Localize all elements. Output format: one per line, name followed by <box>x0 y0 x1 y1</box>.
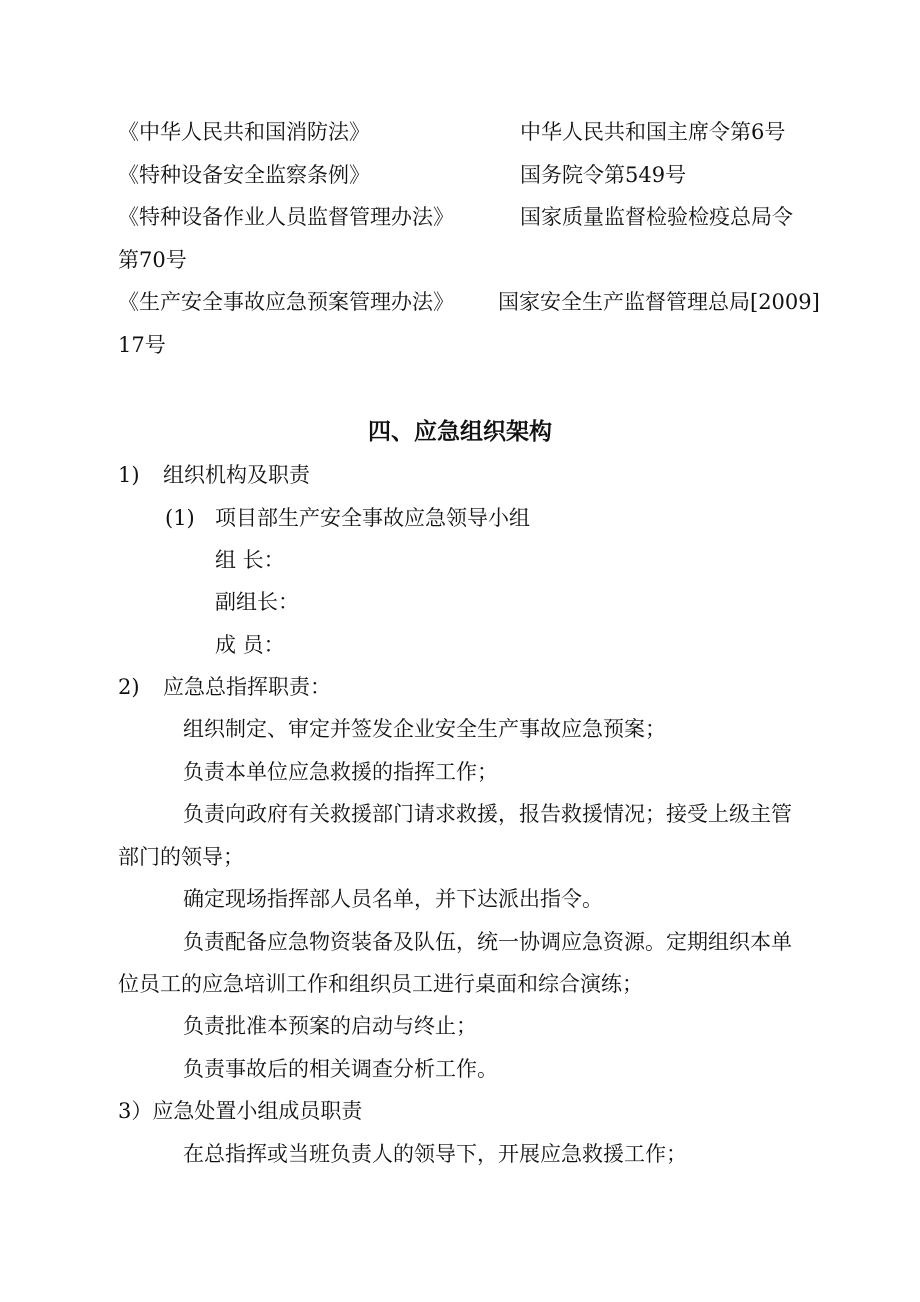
duty-line: 确定现场指挥部人员名单，并下达派出指令。 <box>183 887 603 911</box>
role-leader: 组 长： <box>215 548 285 572</box>
law-ref-special-equipment-personnel-cont: 第70号 <box>118 248 187 272</box>
law-title-fire-protection: 《中华人民共和国消防法》 <box>118 120 370 144</box>
duty-line: 负责事故后的相关调查分析工作。 <box>183 1057 498 1081</box>
duty-line: 负责向政府有关救援部门请求救援，报告救援情况；接受上级主管 <box>183 802 792 826</box>
role-deputy-leader: 副组长： <box>215 590 299 614</box>
law-title-special-equipment-personnel: 《特种设备作业人员监督管理办法》 <box>118 205 454 229</box>
role-members: 成 员： <box>215 633 285 657</box>
item1-sub-number: (1) <box>165 506 195 530</box>
item1-label: 组织机构及职责 <box>163 463 310 487</box>
law-ref-special-equipment-regulation: 国务院令第549号 <box>520 163 687 187</box>
duty-line: 负责本单位应急救援的指挥工作； <box>183 760 498 784</box>
item1-number: 1) <box>118 463 140 487</box>
section-heading: 四、应急组织架构 <box>368 418 552 445</box>
item2-label: 应急总指挥职责： <box>163 675 331 699</box>
item3-heading: 3）应急处置小组成员职责 <box>118 1099 363 1123</box>
law-ref-emergency-plan-management: 国家安全生产监督管理总局[2009] <box>498 290 820 314</box>
item1-heading <box>118 465 310 486</box>
item2-heading <box>118 677 331 698</box>
law-ref-fire-protection: 中华人民共和国主席令第6号 <box>520 120 786 144</box>
duty-line-cont: 部门的领导； <box>118 845 244 869</box>
item2-number: 2) <box>118 675 140 699</box>
duty-line: 组织制定、审定并签发企业安全生产事故应急预案； <box>183 717 666 741</box>
duty-line: 负责批准本预案的启动与终止； <box>183 1014 477 1038</box>
duty-line: 在总指挥或当班负责人的领导下，开展应急救援工作； <box>183 1142 687 1166</box>
law-title-special-equipment-regulation: 《特种设备安全监察条例》 <box>118 163 370 187</box>
item1-sub-label: 项目部生产安全事故应急领导小组 <box>215 506 530 530</box>
law-ref-emergency-plan-management-cont: 17号 <box>118 333 166 357</box>
law-title-emergency-plan-management: 《生产安全事故应急预案管理办法》 <box>118 290 454 314</box>
law-ref-special-equipment-personnel: 国家质量监督检验检疫总局令 <box>520 205 793 229</box>
item1-sub-heading <box>165 508 530 529</box>
duty-line-cont: 位员工的应急培训工作和组织员工进行桌面和综合演练； <box>118 972 643 996</box>
duty-line: 负责配备应急物资装备及队伍，统一协调应急资源。定期组织本单 <box>183 930 792 954</box>
